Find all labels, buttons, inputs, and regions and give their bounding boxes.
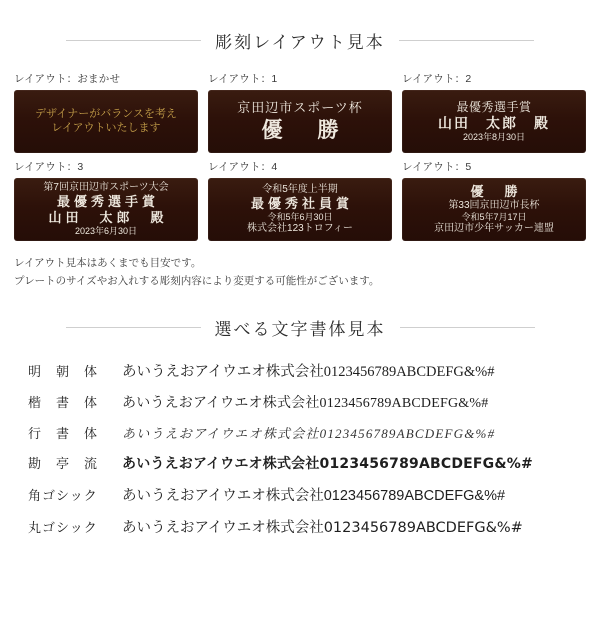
font-name: 行 書 体	[28, 425, 99, 441]
font-sample-text: あいうえおアイウエオ株式会社0123456789ABCDEFG&%#	[122, 363, 495, 380]
plate-label: レイアウト：1	[208, 73, 278, 85]
font-sample-row	[28, 484, 572, 505]
plate-cell	[208, 71, 392, 153]
font-name: 勘 亭 流	[28, 456, 99, 472]
note-line: レイアウト見本はあくまでも目安です。	[14, 257, 202, 269]
plate-cell	[402, 159, 586, 241]
plate-cell	[14, 159, 198, 241]
heading-rule-left-2	[66, 327, 201, 328]
font-name: 丸ゴシック	[28, 519, 98, 535]
plate-label: レイアウト：おまかせ	[14, 73, 121, 85]
font-sample-row	[28, 423, 572, 442]
plate-line: 最優秀選手賞	[56, 194, 159, 210]
engraving-plate-preview	[208, 90, 392, 153]
font-samples-section	[14, 315, 586, 537]
plate-cell	[208, 159, 392, 241]
layout-samples-title: 彫刻レイアウト見本	[215, 33, 385, 52]
font-samples-heading	[14, 315, 586, 340]
font-name: 楷 書 体	[28, 395, 99, 411]
heading-rule-right-2	[400, 327, 535, 328]
plate-line: 2023年8月30日	[462, 131, 526, 142]
heading-rule-left	[66, 40, 201, 41]
plate-label: レイアウト：4	[208, 161, 278, 173]
plate-line: 令和5年6月30日	[267, 211, 333, 222]
font-sample-row	[28, 453, 572, 473]
plate-line: 最優秀選手賞	[456, 100, 532, 115]
plate-grid	[14, 71, 586, 241]
plate-line: 2023年6月30日	[74, 225, 138, 236]
plate-line: デザイナーがバランスを考え	[35, 108, 177, 121]
font-sample-text: あいうえおアイウエオ株式会社0123456789ABCDEFG&%#	[122, 425, 496, 441]
layout-notes	[14, 255, 586, 291]
font-sample-text: あいうえおアイウエオ株式会社0123456789ABCDEFG&%#	[122, 487, 506, 504]
plate-line: 優 勝	[261, 118, 346, 142]
plate-line: 山田 太郎 殿	[438, 114, 550, 131]
font-sample-text: あいうえおアイウエオ株式会社0123456789ABCDEFG&%#	[122, 455, 533, 472]
plate-line: 令和5年7月17日	[461, 211, 527, 222]
engraving-plate-preview	[14, 178, 198, 241]
note-line: プレートのサイズやお入れする彫刻内容により変更する可能性がございます。	[14, 274, 380, 287]
plate-line: 株式会社123トロフィー	[247, 222, 353, 234]
plate-line: 京田辺市スポーツ杯	[237, 99, 363, 115]
engraving-plate-preview	[402, 90, 586, 153]
plate-cell	[14, 71, 198, 153]
engraving-plate-preview	[402, 178, 586, 241]
plate-label: レイアウト：3	[14, 161, 84, 173]
plate-line: 優 勝	[470, 183, 522, 199]
font-name: 明 朝 体	[28, 363, 99, 379]
plate-line: 第7回京田辺市スポーツ大会	[43, 182, 169, 194]
font-samples-title: 選べる文字書体見本	[214, 319, 386, 339]
plate-line: 第33回京田辺市長杯	[448, 199, 540, 211]
plate-cell	[402, 71, 586, 153]
plate-label: レイアウト：2	[402, 73, 472, 85]
plate-line: 最優秀社員賞	[250, 196, 353, 212]
font-sample-text: あいうえおアイウエオ株式会社0123456789ABCDEFG&%#	[122, 395, 489, 411]
heading-rule-right	[399, 40, 534, 41]
font-sample-row	[28, 360, 572, 381]
plate-line: 山田 太郎 殿	[48, 210, 168, 226]
layout-samples-heading	[14, 28, 586, 53]
engraving-plate-preview	[208, 178, 392, 241]
engraving-plate-preview	[14, 90, 198, 153]
font-sample-list	[14, 360, 586, 537]
plate-label: レイアウト：5	[402, 161, 472, 173]
font-sample-row	[28, 392, 572, 412]
plate-line: 京田辺市少年サッカー連盟	[434, 222, 554, 234]
plate-line: レイアウトいたします	[51, 121, 161, 134]
plate-line: 令和5年度上半期	[262, 183, 338, 195]
page-root	[0, 28, 600, 628]
font-name: 角ゴシック	[28, 487, 98, 503]
font-sample-row	[28, 516, 572, 537]
font-sample-text: あいうえおアイウエオ株式会社0123456789ABCDEFG&%#	[122, 519, 523, 536]
